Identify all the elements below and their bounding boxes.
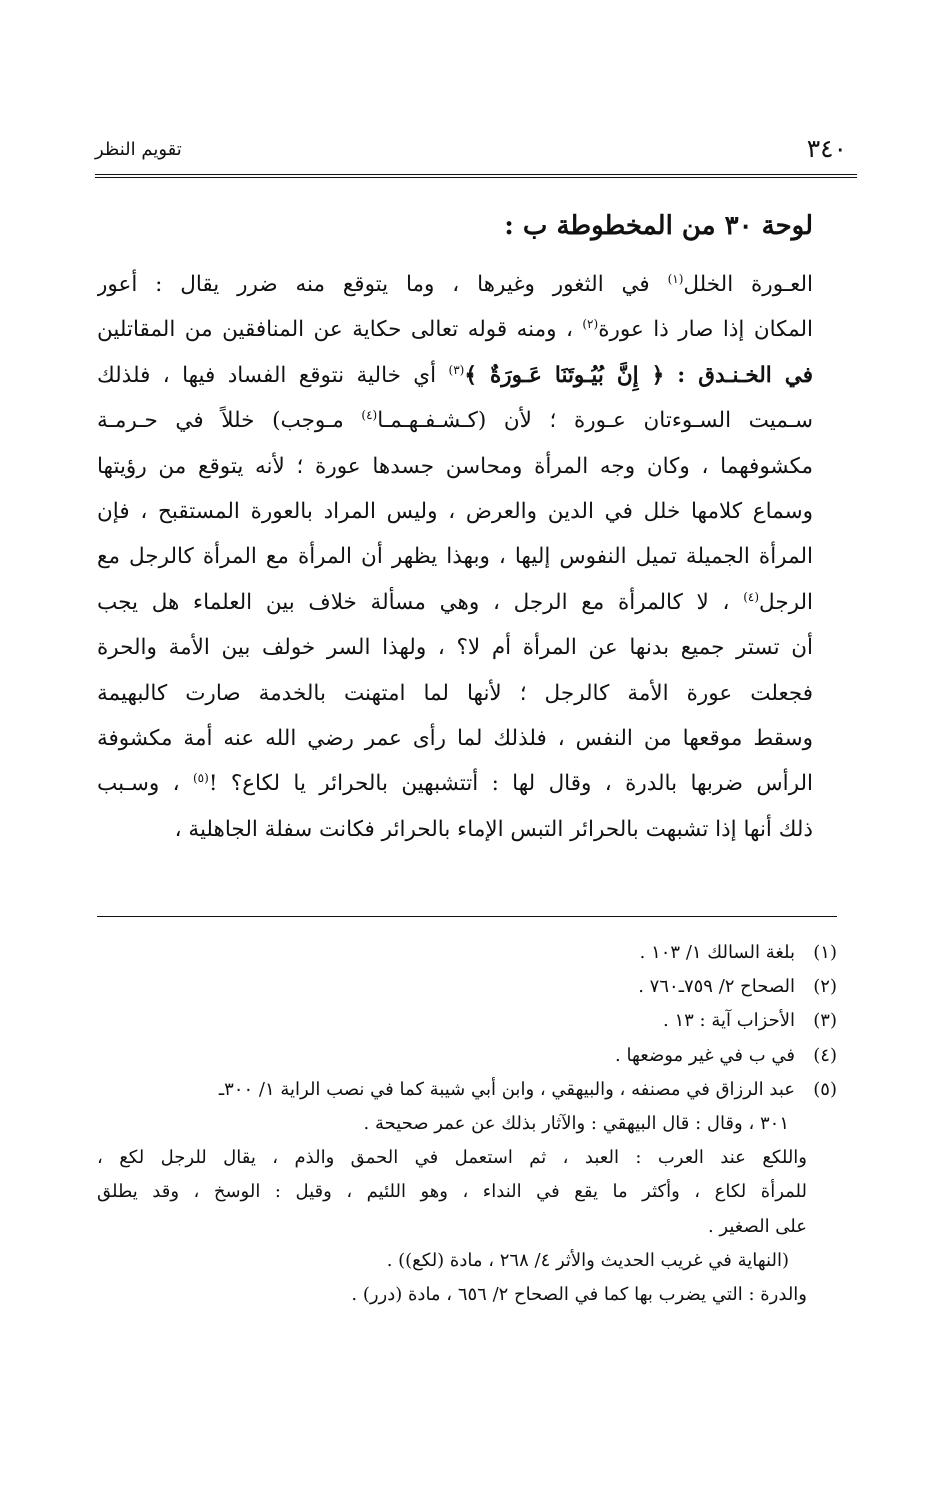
body-line — [97, 353, 813, 398]
footnotes — [97, 936, 837, 1312]
footnote-continuation: والدرة : التي يضرب بها كما في الصحاح ٢/ ٦٥٦ ، مادة (درر) . — [351, 1283, 807, 1305]
footnote-text: في ب في غير موضعها . — [615, 1044, 795, 1066]
body-line — [97, 761, 813, 806]
footnote-text: الأحزاب آية : ١٣ . — [663, 1010, 795, 1032]
body-line-text: مـوجب) خللاً في حـرمـة — [97, 408, 362, 434]
body-line: مكشوفهما ، وكان وجه المرأة ومحاسن جسدها عورة ؛ لأنه يتوقع من رؤيتها — [97, 453, 813, 479]
body-text — [97, 262, 813, 852]
footnote-number: (١) — [813, 942, 837, 963]
body-line — [97, 262, 813, 307]
body-line-text: العـورة الخلل — [683, 272, 813, 297]
page-number: ٣٤٠ — [806, 134, 847, 163]
footnote-item — [97, 1004, 837, 1038]
footnote-rule — [97, 916, 837, 917]
footnote-number: (٥) — [813, 1078, 837, 1100]
footnote-ref: (٤) — [361, 408, 378, 423]
header-rule — [95, 174, 857, 178]
body-line-text: ، وسـبب — [97, 771, 193, 797]
body-line-text: ، ومنه قوله تعالى حكاية عن المنافقين من المقاتلين — [97, 317, 583, 343]
body-line-text: أي خالية نتوقع الفساد فيها ، فلذلك — [97, 362, 449, 388]
body-line-text: في الثغور وغيرها ، وما يتوقع منه ضرر يقال : أعور — [97, 272, 668, 297]
footnote-continuation: للمرأة لكاع ، وأكثر ما يقع في النداء ، وهو اللئيم ، وقيل : الوسخ ، وقد يطلق — [97, 1181, 807, 1203]
footnote-continuation: على الصغير . — [707, 1215, 807, 1237]
section-heading: لوحة ٣٠ من المخطوطة ب : — [504, 211, 813, 241]
footnote-number: (٢) — [813, 976, 837, 998]
footnote-text: بلغة السالك ١/ ١٠٣ . — [639, 942, 795, 963]
footnote-continuation: واللكع عند العرب : العبد ، ثم استعمل في الحمق والذم ، يقال للرجل لكع ، — [97, 1147, 807, 1169]
body-line — [97, 307, 813, 352]
footnote-item — [97, 1073, 837, 1107]
footnote-ref: (٥) — [192, 771, 209, 786]
body-line-text: الرجل — [759, 589, 813, 615]
body-line-text: سـميت السـوءتان عـورة ؛ لأن (كـشـفـهـمـا — [377, 408, 813, 434]
body-line-text: الرأس ضربها بالدرة ، وقال لها : أتتشبهين بالحرائر يا لكاع؟ ! — [208, 771, 813, 797]
footnote-reference: (النهاية في غريب الحديث والأثر ٤/ ٢٦٨ ، مادة (لكع)) . — [386, 1249, 789, 1271]
body-line: أن تستر جميع بدنها عن المرأة أم لا؟ ، ولهذا السر خولف بين الأمة والحرة — [97, 635, 813, 661]
body-line — [97, 580, 813, 625]
running-title: تقويم النظر — [95, 139, 182, 160]
footnote-item — [97, 936, 837, 970]
body-line: وسماع كلامها خلل في الدين والعرض ، وليس المراد بالعورة المستقبح ، فإن — [97, 498, 813, 524]
footnote-ref: (٣) — [448, 362, 465, 377]
footnote-ref: (٢) — [582, 317, 599, 332]
footnote-item — [97, 1039, 837, 1073]
footnote-continuation: ٣٠١ ، وقال : قال البيهقي : والآثار بذلك عن عمر صحيحة . — [363, 1112, 789, 1134]
body-line: فجعلت عورة الأمة كالرجل ؛ لأنها لما امتهنت بالخدمة صارت كالبهيمة — [97, 680, 813, 706]
footnote-number: (٤) — [813, 1044, 837, 1066]
quran-verse: في الخـنـدق : ﴿ إِنَّ بُيُـوتَنَا عَـورَةٌ ﴾ — [464, 362, 813, 388]
footnote-ref: (٤) — [743, 589, 760, 604]
body-line-text: ، لا كالمرأة مع الرجل ، وهي مسألة خلاف بين العلماء هل يجب — [97, 589, 744, 615]
footnote-ref: (١) — [667, 271, 684, 286]
body-line: ذلك أنها إذا تشبهت بالحرائر التبس الإماء بالحرائر فكانت سفلة الجاهلية ، — [174, 816, 813, 842]
page-header — [95, 128, 857, 168]
footnote-text: عبد الرزاق في مصنفه ، والبيهقي ، وابن أبي شيبة كما في نصب الراية ١/ ٣٠٠ـ — [218, 1078, 795, 1100]
body-line: المرأة الجميلة تميل النفوس إليها ، وبهذا يظهر أن المرأة مع المرأة كالرجل مع — [97, 544, 813, 570]
footnote-number: (٣) — [813, 1010, 837, 1032]
footnote-text: الصحاح ٢/ ٧٥٩ـ٧٦٠ . — [638, 976, 795, 998]
footnote-item — [97, 970, 837, 1004]
body-line — [97, 398, 813, 443]
body-line-text: المكان إذا صار ذا عورة — [598, 317, 813, 343]
body-line: وسقط موقعها من النفس ، فلذلك لما رأى عمر رضي الله عنه أمة مكشوفة — [97, 725, 813, 751]
